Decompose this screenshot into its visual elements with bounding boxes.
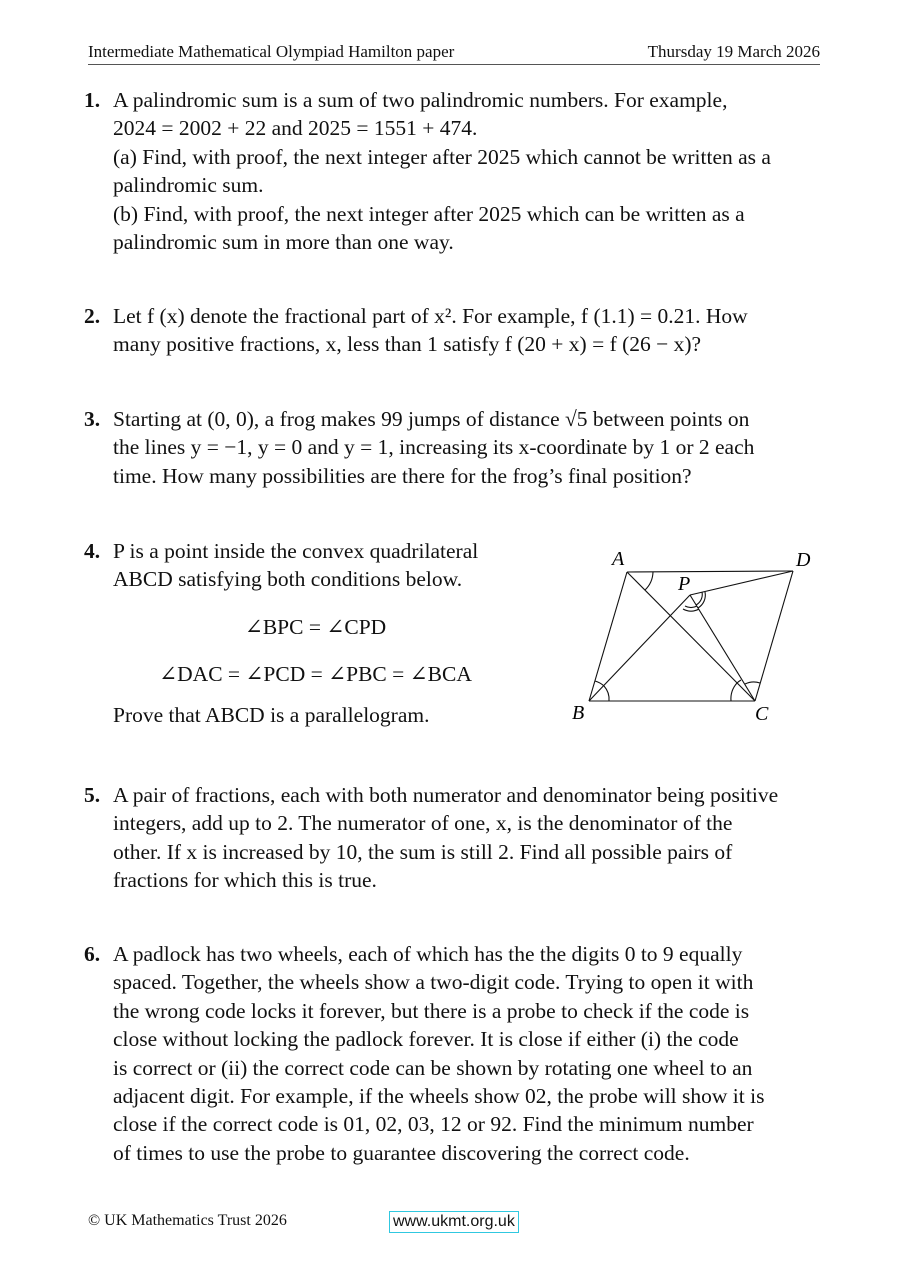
question-line: Starting at (0, 0), a frog makes 99 jumps of distance √5 between points on: [113, 407, 750, 431]
question-line: (a) Find, with proof, the next integer after 2025 which cannot be written as a: [113, 144, 771, 169]
angle-arc-p4: [683, 609, 699, 611]
question-line: the wrong code locks it forever, but there is a probe to check if the code is: [113, 998, 750, 1023]
question-1: [84, 86, 824, 256]
question-line: palindromic sum.: [113, 173, 264, 198]
condition-1: ∠BPC = ∠CPD: [244, 614, 387, 639]
question-line: close without locking the padlock forever. It is close if either (i) the code: [113, 1027, 739, 1052]
page-header: [88, 40, 820, 65]
question-line: A pair of fractions, each with both numerator and denominator being positive: [113, 783, 779, 807]
angle-arc-c2: [731, 683, 737, 701]
angle-arc-p3: [685, 606, 697, 607]
segment-pd: [690, 571, 793, 595]
question-line: of times to use the probe to guarantee discovering the correct code.: [113, 1140, 690, 1165]
question-number: 3.: [84, 407, 101, 431]
edge-da: [627, 571, 793, 572]
angle-arc-p2: [698, 592, 705, 608]
question-line: other. If x is increased by 10, the sum is still 2. Find all possible pairs of: [113, 839, 733, 864]
paper-date: Thursday 19 March 2026: [647, 42, 820, 61]
question-line: adjacent digit. For example, if the wheels show 02, the probe will show it is: [113, 1084, 765, 1109]
question-5: [84, 781, 824, 895]
diagonal-ac: [627, 572, 755, 701]
question-line: is correct or (ii) the correct code can be shown by rotating one wheel to an: [113, 1055, 753, 1080]
question-3: [84, 405, 824, 490]
angle-arc-a: [645, 572, 653, 590]
question-line: P is a point inside the convex quadrilateral: [113, 539, 479, 563]
label-c: C: [755, 703, 769, 725]
question-line: many positive fractions, x, less than 1 satisfy f (20 + x) = f (26 − x)?: [113, 332, 702, 357]
condition-2: ∠DAC = ∠PCD = ∠PBC = ∠BCA: [159, 662, 472, 687]
question-2: [84, 302, 824, 359]
quadrilateral-diagram: [565, 545, 825, 730]
label-d: D: [796, 549, 811, 571]
label-p: P: [678, 573, 691, 595]
angle-arc-p1: [696, 592, 702, 605]
question-line: A padlock has two wheels, each of which has the the digits 0 to 9 equally: [113, 942, 743, 966]
copyright: © UK Mathematics Trust 2026: [88, 1212, 287, 1229]
angle-arc-b: [595, 681, 604, 686]
angle-arc-c3: [745, 682, 760, 684]
angle-arc-c: [737, 680, 741, 683]
question-line: fractions for which this is true.: [113, 868, 377, 893]
question-line: integers, add up to 2. The numerator of one, x, is the denominator of the: [113, 811, 733, 836]
question-number: 5.: [84, 783, 101, 807]
question-line: 2024 = 2002 + 22 and 2025 = 1551 + 474.: [113, 116, 478, 141]
question-line: Let f (x) denote the fractional part of x². For example, f (1.1) = 0.21. How: [113, 304, 748, 328]
question-line: the lines y = −1, y = 0 and y = 1, increasing its x-coordinate by 1 or 2 each: [113, 435, 755, 460]
question-number: 2.: [84, 304, 101, 328]
question-line: A palindromic sum is a sum of two palindromic numbers. For example,: [113, 88, 728, 112]
question-number: 4.: [84, 539, 101, 563]
question-line: Prove that ABCD is a parallelogram.: [113, 702, 430, 727]
label-a: A: [612, 548, 625, 570]
website-link[interactable]: www.ukmt.org.uk: [389, 1211, 519, 1233]
edge-cd: [755, 571, 793, 701]
segment-pc: [690, 595, 755, 701]
question-number: 6.: [84, 942, 101, 966]
question-line: close if the correct code is 01, 02, 03, 12 or 92. Find the minimum number: [113, 1112, 754, 1137]
question-line: ABCD satisfying both conditions below.: [113, 567, 463, 592]
question-6: [84, 940, 824, 1167]
question-line: time. How many possibilities are there for the frog’s final position?: [113, 463, 692, 488]
label-b: B: [572, 702, 585, 724]
question-number: 1.: [84, 88, 101, 112]
question-line: spaced. Together, the wheels show a two-digit code. Trying to open it with: [113, 970, 754, 995]
paper-title: Intermediate Mathematical Olympiad Hamilton paper: [88, 42, 455, 61]
question-line: palindromic sum in more than one way.: [113, 230, 454, 255]
angle-arc-b2: [604, 686, 609, 701]
question-line: (b) Find, with proof, the next integer after 2025 which can be written as a: [113, 201, 745, 226]
